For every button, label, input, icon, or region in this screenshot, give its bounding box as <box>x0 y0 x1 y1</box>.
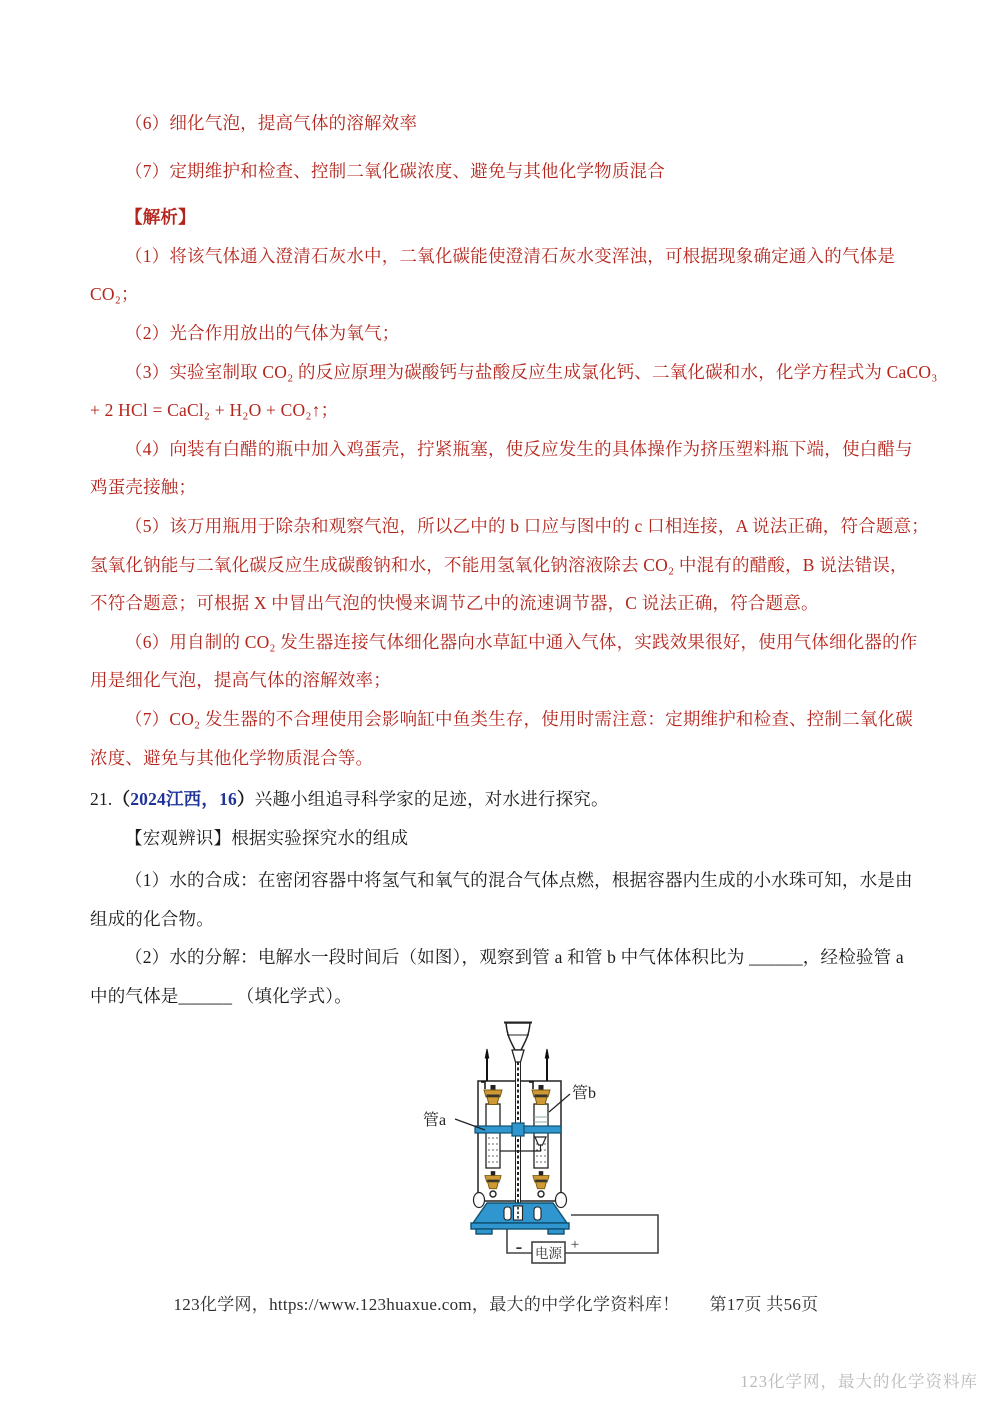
answer-line: （6）细化气泡，提高气体的溶解效率 <box>125 113 418 133</box>
question-part1-line2: 组成的化合物。 <box>90 908 214 929</box>
answer-line: 氢氧化钠能与二氧化碳反应生成碳酸钠和水，不能用氢氧化钠溶液除去 CO₂ 中混有的醋酸，B 说法错误， <box>90 554 908 575</box>
electrolysis-apparatus-figure <box>415 1020 665 1275</box>
footer-site-text: 123化学网，https://www.123huaxue.com，最大的中学化学资料库！ <box>173 1295 680 1314</box>
answer-line: CO₂； <box>90 284 139 305</box>
chemical-equation: + 2 HCl = CaCl₂ + H₂O + CO₂↑； <box>90 400 339 421</box>
answer-line: （3）实验室制取 CO₂ 的反应原理为碳酸钙与盐酸反应生成氯化钙、二氧化碳和水，化学方程式为 CaCO₃ <box>125 361 938 382</box>
answer-line: 鸡蛋壳接触； <box>90 477 197 498</box>
source-paren-open: （ <box>112 789 131 810</box>
question-stem-text: 兴趣小组追寻科学家的足迹，对水进行探究。 <box>254 789 609 810</box>
power-source-label: 电源 <box>535 1246 562 1261</box>
answer-line: 浓度、避免与其他化学物质混合等。 <box>90 747 374 768</box>
central-rod <box>516 1062 521 1218</box>
answer-line: （2）光合作用放出的气体为氧气； <box>125 322 400 343</box>
answer-line: （1）将该气体通入澄清石灰水中，二氧化碳能使澄清石灰水变浑浊，可根据现象确定通入的气体是 <box>125 245 896 266</box>
answer-line: （7）定期维护和检查、控制二氧化碳浓度、避免与其他化学物质混合 <box>125 160 665 181</box>
base-electrode-posts <box>504 1206 541 1220</box>
tube-b-label: 管b <box>572 1085 597 1102</box>
question-source: 2024江西，16 <box>130 789 237 810</box>
power-source-box <box>516 1236 580 1263</box>
page-footer <box>0 1290 992 1315</box>
minus-terminal-label: - <box>515 1236 523 1258</box>
analysis-heading: 【解析】 <box>125 207 196 228</box>
answer-line: （5）该万用瓶用于除杂和观察气泡，所以乙中的 b 口应与图中的 c 口相连接，A 说法正确，符合题意； <box>125 515 930 536</box>
question-number: 21. <box>90 789 113 810</box>
question-part2-line2: 中的气体是______ （填化学式）。 <box>90 986 352 1007</box>
answer-line: （7）CO₂ 发生器的不合理使用会影响缸中鱼类生存，使用时需注意：定期维护和检查、控制二氧化碳 <box>125 708 913 729</box>
section-label-line: 【宏观辨识】根据实验探究水的组成 <box>125 827 409 848</box>
electrolysis-diagram <box>415 1020 665 1275</box>
text-content <box>90 104 938 1016</box>
tube-a-label: 管a <box>423 1112 447 1129</box>
answer-line: （6）用自制的 CO₂ 发生器连接气体细化器向水草缸中通入气体，实践效果很好，使用气体细化器的作 <box>125 631 918 652</box>
answer-line: 不符合题意；可根据 X 中冒出气泡的快慢来调节乙中的流速调节器，C 说法正确，符合题意。 <box>90 593 819 614</box>
funnel-icon <box>504 1023 532 1063</box>
source-paren-close: ） <box>237 789 255 810</box>
watermark-text: 123化学网，最大的化学资料库 <box>740 1372 978 1391</box>
answer-line: 用是细化气泡，提高气体的溶解效率； <box>90 670 391 691</box>
question-part2-line1: （2）水的分解：电解水一段时间后（如图），观察到管 a 和管 b 中气体体积比为 ______，经检验管 a <box>125 947 904 968</box>
answer-line: （4）向装有白醋的瓶中加入鸡蛋壳，拧紧瓶塞，使反应发生的具体操作为挤压塑料瓶下端，使白醋与 <box>125 438 913 459</box>
question-part1-line1: （1）水的合成：在密闭容器中将氢气和氧气的混合气体点燃，根据容器内生成的小水珠可知，水是由 <box>125 870 913 891</box>
plus-terminal-label: + <box>570 1237 580 1253</box>
question-21-stem <box>90 780 910 819</box>
footer-page-info: 第17页 共56页 <box>709 1295 819 1314</box>
